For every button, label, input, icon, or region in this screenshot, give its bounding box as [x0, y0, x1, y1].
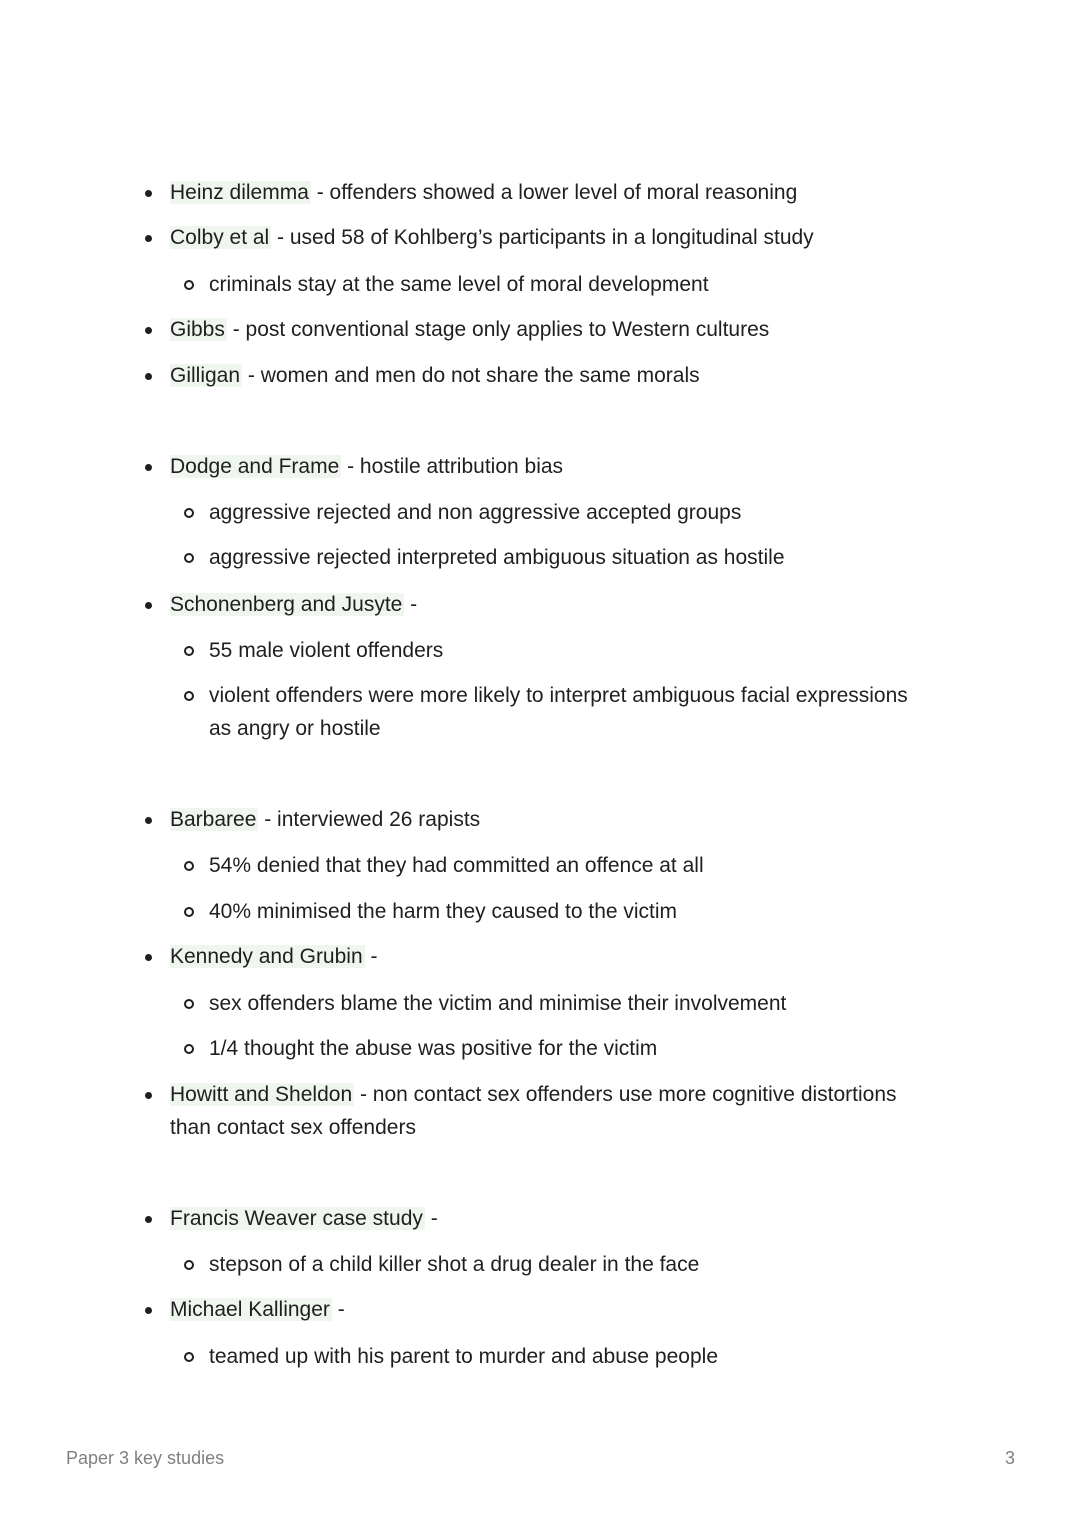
study-text: - post conventional stage only applies to Western cultures: [226, 318, 770, 341]
sub-item-dodge-2: [209, 541, 785, 574]
circle-bullet-icon: [184, 999, 194, 1009]
study-text: - hostile attribution bias: [341, 455, 564, 478]
study-text: - women and men do not share the same morals: [242, 364, 700, 387]
bullet-icon: [145, 1216, 152, 1223]
sub-item-text: 1/4 thought the abuse was positive for the victim: [209, 1037, 658, 1060]
sub-item-text: teamed up with his parent to murder and abuse people: [209, 1345, 718, 1368]
sub-item-text: as angry or hostile: [209, 717, 381, 740]
study-text: - used 58 of Kohlberg’s participants in a longitudinal study: [271, 226, 814, 249]
bullet-icon: [145, 464, 152, 471]
study-name: Michael Kallinger: [170, 1298, 330, 1321]
circle-bullet-icon: [184, 280, 194, 290]
study-name: Gibbs: [170, 318, 225, 341]
list-item-howitt: [170, 1078, 897, 1111]
study-text: - interviewed 26 rapists: [258, 808, 481, 831]
list-item-francis: [170, 1202, 438, 1235]
study-text: - offenders showed a lower level of moral reasoning: [310, 181, 798, 204]
sub-item-colby-1: [209, 268, 709, 301]
sub-item-text: aggressive rejected and non aggressive accepted groups: [209, 501, 742, 524]
page-number: 3: [1004, 1448, 1015, 1468]
sub-item-kennedy-1: [209, 987, 786, 1020]
sub-item-text: 55 male violent offenders: [209, 639, 444, 662]
sub-item-schonenberg-2: [209, 679, 908, 712]
sub-item-schonenberg-1: [209, 634, 443, 667]
footer-title: Paper 3 key studies: [66, 1448, 225, 1468]
circle-bullet-icon: [184, 1044, 194, 1054]
sub-item-dodge-1: [209, 496, 741, 529]
sub-item-barbaree-1: [209, 849, 704, 882]
list-item-barbaree: [170, 803, 480, 836]
bullet-icon: [145, 1307, 152, 1314]
bullet-icon: [145, 1092, 152, 1099]
bullet-icon: [145, 327, 152, 334]
bullet-icon: [145, 817, 152, 824]
circle-bullet-icon: [184, 861, 194, 871]
study-name: Francis Weaver case study: [170, 1207, 423, 1230]
sub-item-text: stepson of a child killer shot a drug dealer in the face: [209, 1253, 700, 1276]
bullet-icon: [145, 373, 152, 380]
list-item-dodge: [170, 450, 563, 483]
circle-bullet-icon: [184, 508, 194, 518]
study-name: Colby et al: [170, 226, 270, 249]
sub-item-schonenberg-2-cont: [209, 712, 381, 745]
list-item-colby: [170, 221, 814, 254]
bullet-icon: [145, 235, 152, 242]
circle-bullet-icon: [184, 1352, 194, 1362]
study-text: - non contact sex offenders use more cognitive distortions: [354, 1083, 897, 1106]
list-item-kennedy: [170, 940, 377, 973]
sub-item-kennedy-2: [209, 1032, 657, 1065]
study-name: Howitt and Sheldon: [170, 1083, 353, 1106]
study-name: Dodge and Frame: [170, 455, 340, 478]
circle-bullet-icon: [184, 1260, 194, 1270]
sub-item-text: aggressive rejected interpreted ambiguous situation as hostile: [209, 546, 785, 569]
bullet-icon: [145, 602, 152, 609]
study-text: than contact sex offenders: [170, 1116, 416, 1139]
circle-bullet-icon: [184, 907, 194, 917]
study-name: Gilligan: [170, 364, 241, 387]
study-text: -: [331, 1298, 345, 1321]
sub-item-barbaree-2: [209, 895, 677, 928]
study-name: Heinz dilemma: [170, 181, 309, 204]
study-text: -: [404, 593, 418, 616]
list-item-gibbs: [170, 313, 769, 346]
study-text: -: [424, 1207, 438, 1230]
circle-bullet-icon: [184, 553, 194, 563]
study-text: -: [364, 945, 378, 968]
bullet-icon: [145, 954, 152, 961]
list-item-heinz: [170, 176, 797, 209]
sub-item-kallinger-1: [209, 1340, 718, 1373]
bullet-icon: [145, 190, 152, 197]
study-name: Kennedy and Grubin: [170, 945, 363, 968]
sub-item-text: 54% denied that they had committed an offence at all: [209, 854, 704, 877]
list-item-howitt-cont: [170, 1111, 416, 1144]
list-item-kallinger: [170, 1293, 345, 1326]
list-item-schonenberg: [170, 588, 417, 621]
sub-item-text: 40% minimised the harm they caused to the victim: [209, 900, 678, 923]
sub-item-text: violent offenders were more likely to interpret ambiguous facial expressions: [209, 684, 908, 707]
circle-bullet-icon: [184, 691, 194, 701]
sub-item-text: sex offenders blame the victim and minimise their involvement: [209, 992, 787, 1015]
study-name: Barbaree: [170, 808, 257, 831]
sub-item-francis-1: [209, 1248, 699, 1281]
circle-bullet-icon: [184, 646, 194, 656]
study-name: Schonenberg and Jusyte: [170, 593, 403, 616]
sub-item-text: criminals stay at the same level of moral development: [209, 273, 709, 296]
list-item-gilligan: [170, 359, 700, 392]
